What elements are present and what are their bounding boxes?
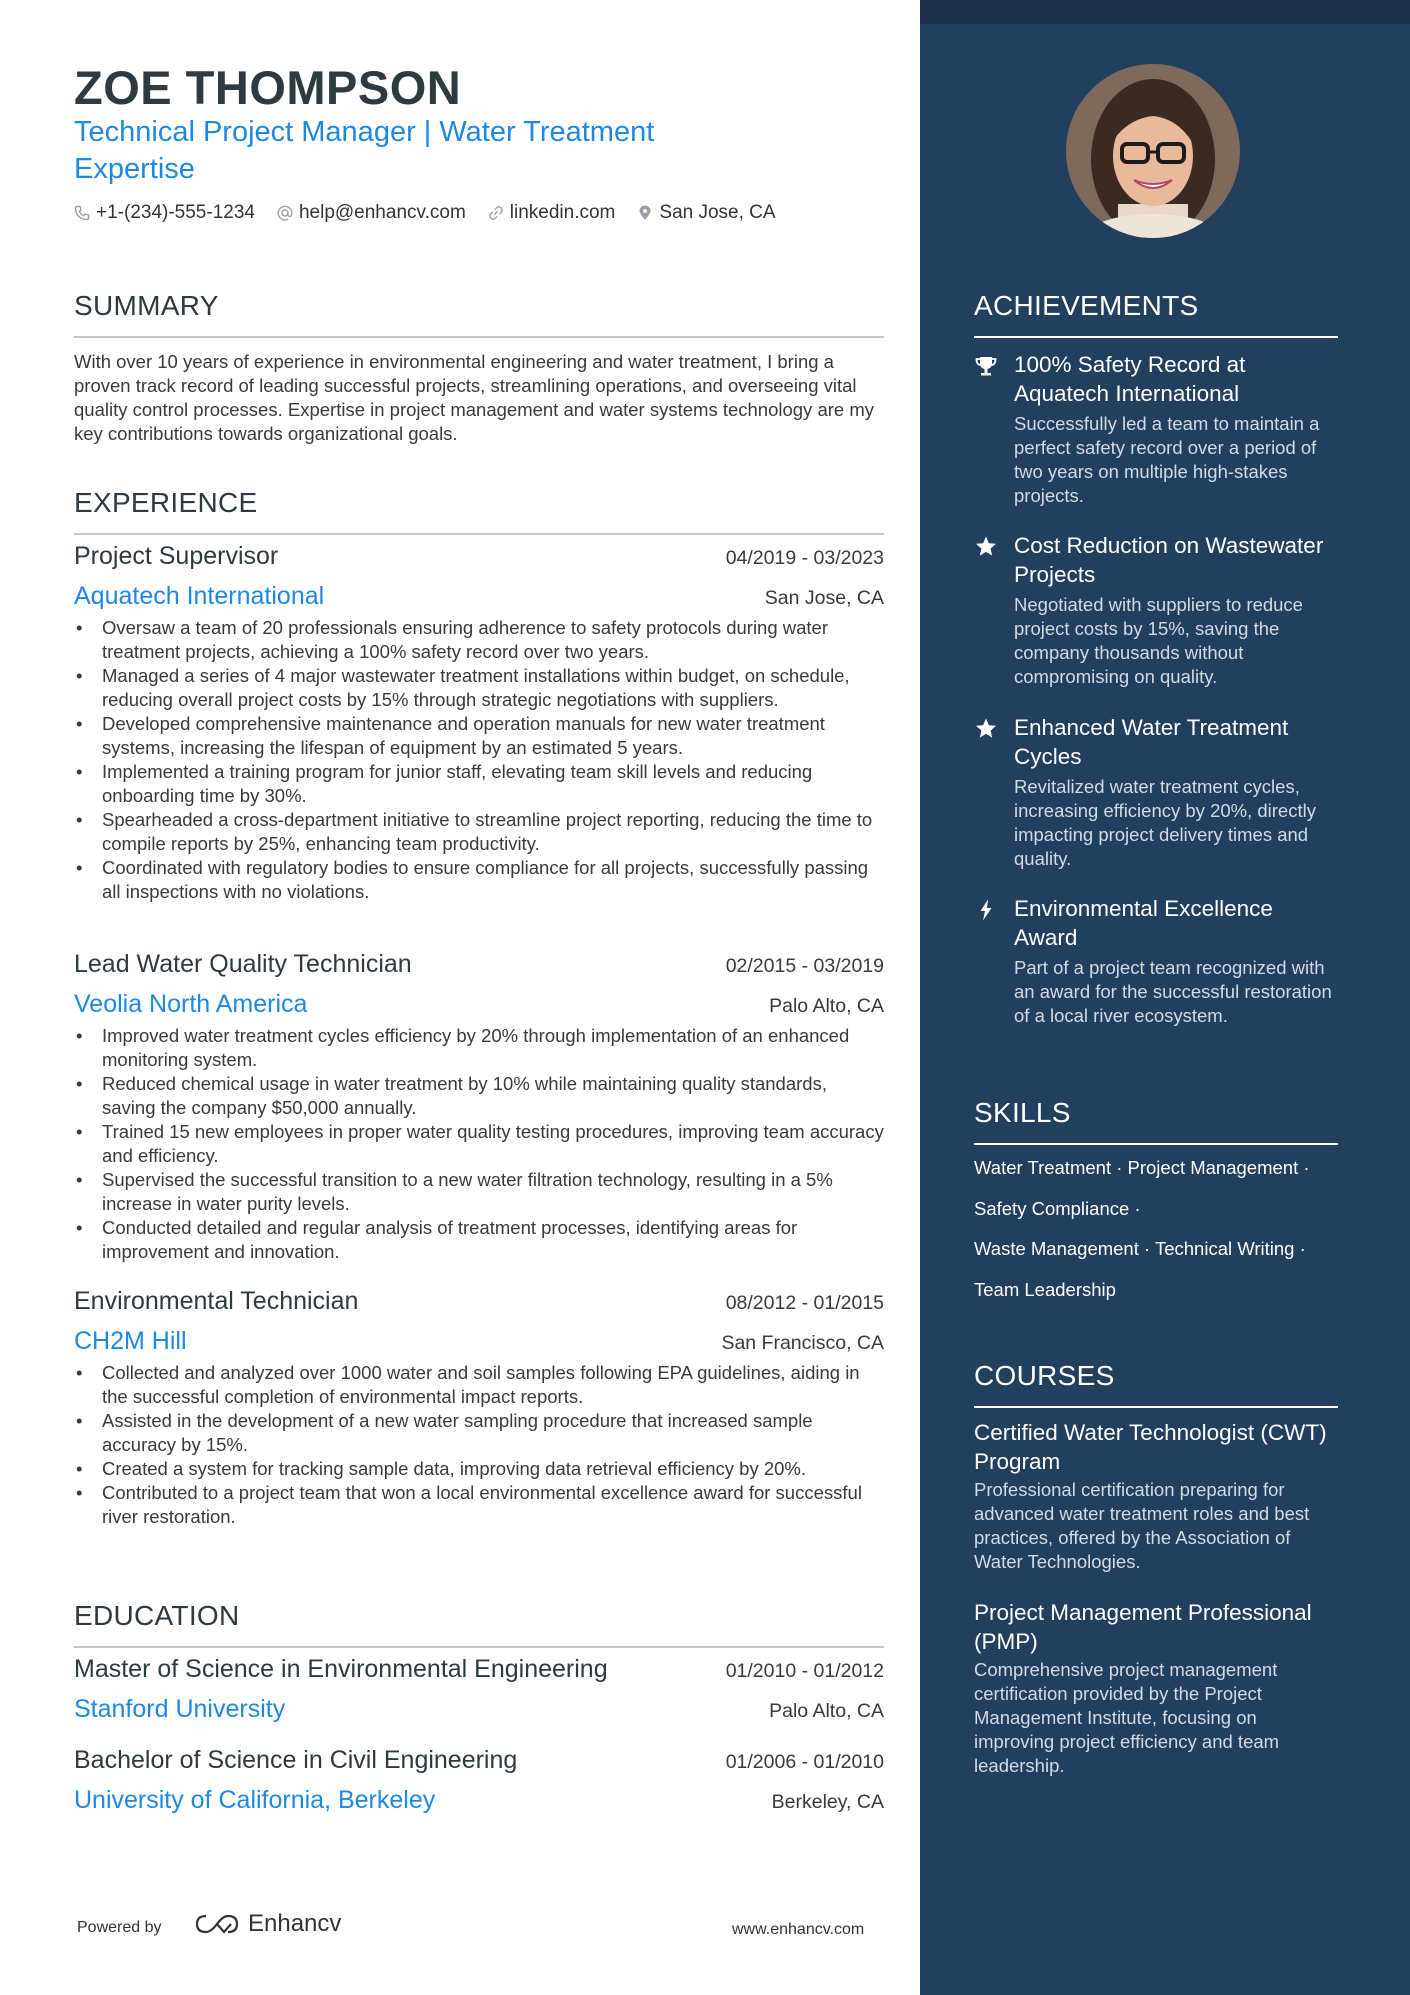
bullet-item: • Reduced chemical usage in water treatment by 10% while maintaining quality standards, saving the company $50,000 annually.: [74, 1072, 884, 1120]
achievement-title: 100% Safety Record at Aquatech International: [1014, 352, 1246, 406]
bullet-item: • Assisted in the development of a new water sampling procedure that increased sample accuracy by 15%.: [74, 1409, 884, 1457]
bullet-item: • Oversaw a team of 20 professionals ensuring adherence to safety protocols during water treatment projects, achieving a 100% safety record over two years.: [74, 616, 884, 664]
achievement-item: [974, 531, 1338, 689]
achievement-description: Part of a project team recognized with an award for the successful restoration of a local river ecosystem.: [1014, 957, 1332, 1026]
bullet-item: • Supervised the successful transition to a new water filtration technology, resulting in a 5% increase in water purity levels.: [74, 1168, 884, 1216]
job-bullets: [74, 1024, 884, 1264]
school-name[interactable]: University of California, Berkeley: [74, 1786, 436, 1814]
star-icon: [974, 535, 998, 559]
achievement-description: Successfully led a team to maintain a perfect safety record over a period of two years on multiple high-stakes projects.: [1014, 413, 1320, 506]
job-title: Environmental Technician: [74, 1287, 359, 1315]
job-location: San Jose, CA: [764, 587, 884, 609]
course-title: Certified Water Technologist (CWT) Program: [974, 1420, 1327, 1474]
bullet-item: • Trained 15 new employees in proper water quality testing procedures, improving team accuracy and efficiency.: [74, 1120, 884, 1168]
education-location: Palo Alto, CA: [769, 1700, 884, 1722]
course-description: Comprehensive project management certification provided by the Project Management Institute, focusing on improving project efficiency and team leadership.: [974, 1659, 1280, 1776]
education-divider: [74, 1646, 884, 1648]
course-item: [974, 1598, 1338, 1778]
job-title: Lead Water Quality Technician: [74, 950, 412, 978]
email-text: help@enhancv.com: [298, 202, 466, 223]
courses-heading: COURSES: [974, 1360, 1115, 1391]
achievement-item: [974, 713, 1338, 871]
phone-icon: [74, 205, 90, 221]
profile-photo-illustration: [1066, 64, 1240, 238]
achievement-description: Revitalized water treatment cycles, increasing efficiency by 20%, directly impacting project delivery times and quality.: [1014, 776, 1316, 869]
candidate-title: Technical Project Manager | Water Treatment Expertise: [74, 116, 655, 185]
skill-line: Team Leadership: [974, 1279, 1116, 1301]
enhancv-logo[interactable]: [194, 1910, 341, 1938]
skill-line: Waste Management · Technical Writing ·: [974, 1238, 1306, 1260]
achievement-title: Enhanced Water Treatment Cycles: [1014, 715, 1289, 769]
job-company[interactable]: Aquatech International: [74, 582, 325, 610]
job-company[interactable]: Veolia North America: [74, 990, 308, 1018]
powered-by-label: Powered by: [77, 1919, 162, 1936]
course-item: [974, 1418, 1338, 1574]
course-title: Project Management Professional (PMP): [974, 1600, 1312, 1654]
school-name[interactable]: Stanford University: [74, 1695, 286, 1723]
degree-title: Master of Science in Environmental Engineering: [74, 1655, 608, 1683]
education-date: 01/2010 - 01/2012: [725, 1660, 884, 1682]
experience-divider: [74, 533, 884, 535]
at-icon: [277, 205, 293, 221]
bullet-item: • Coordinated with regulatory bodies to ensure compliance for all projects, successfully passing all inspections with no violations.: [74, 856, 884, 904]
bullet-item: • Spearheaded a cross-department initiative to streamline project reporting, reducing the time to compile reports by 25%, enhancing team productivity.: [74, 808, 884, 856]
skills-list: [974, 1152, 1374, 1315]
link-icon: [488, 205, 504, 221]
trophy-icon: [974, 354, 998, 378]
summary-divider: [74, 336, 884, 338]
footer-url[interactable]: www.enhancv.com: [732, 1921, 865, 1938]
degree-title: Bachelor of Science in Civil Engineering: [74, 1746, 518, 1774]
bullet-item: • Implemented a training program for junior staff, elevating team skill levels and reducing onboarding time by 30%.: [74, 760, 884, 808]
phone-text: +1-(234)-555-1234: [96, 202, 255, 223]
courses-divider: [974, 1406, 1338, 1408]
job-date: 08/2012 - 01/2015: [725, 1292, 884, 1314]
course-description: Professional certification preparing for advanced water treatment roles and best practices, offered by the Association of Water Technologies.: [974, 1479, 1310, 1572]
achievements-divider: [974, 336, 1338, 338]
enhancv-logo-icon: [194, 1913, 240, 1935]
sidebar-top-bar: [920, 0, 1410, 24]
bullet-item: • Contributed to a project team that won a local environmental excellence award for successful river restoration.: [74, 1481, 884, 1529]
job-title: Project Supervisor: [74, 542, 279, 570]
summary-heading: SUMMARY: [74, 290, 219, 321]
job-entry: [74, 950, 884, 1264]
bullet-item: • Created a system for tracking sample data, improving data retrieval efficiency by 20%.: [74, 1457, 884, 1481]
bullet-item: • Conducted detailed and regular analysis of treatment processes, identifying areas for improvement and innovation.: [74, 1216, 884, 1264]
experience-heading: EXPERIENCE: [74, 487, 258, 518]
education-date: 01/2006 - 01/2010: [725, 1751, 884, 1773]
education-entry: [74, 1655, 884, 1727]
job-location: San Francisco, CA: [721, 1332, 884, 1354]
job-company[interactable]: CH2M Hill: [74, 1327, 187, 1355]
job-date: 04/2019 - 03/2023: [725, 547, 884, 569]
bullet-item: • Improved water treatment cycles efficiency by 20% through implementation of an enhanced monitoring system.: [74, 1024, 884, 1072]
contact-linkedin[interactable]: [488, 202, 616, 224]
location-pin-icon: [637, 205, 653, 221]
skill-line: Safety Compliance ·: [974, 1197, 1141, 1219]
contact-bar: [74, 202, 776, 224]
summary-text: With over 10 years of experience in environmental engineering and water treatment, I bring a proven track record of leading successful projects, streamlining operations, and overseeing vital quality control processes. Expertise in project management and water systems technology are my key contributions towards organizational goals.: [74, 351, 874, 444]
achievements-heading: ACHIEVEMENTS: [974, 290, 1199, 321]
skills-divider: [974, 1143, 1338, 1145]
achievement-title: Environmental Excellence Award: [1014, 896, 1273, 950]
contact-location: [637, 202, 775, 224]
education-location: Berkeley, CA: [771, 1791, 884, 1813]
contact-email[interactable]: [277, 202, 466, 224]
bullet-item: • Collected and analyzed over 1000 water and soil samples following EPA guidelines, aiding in the successful completion of environmental impact reports.: [74, 1361, 884, 1409]
achievement-item: [974, 350, 1338, 508]
job-bullets: [74, 616, 884, 904]
lightning-icon: [974, 898, 998, 922]
skill-line: Water Treatment · Project Management ·: [974, 1157, 1310, 1178]
profile-photo: [1066, 64, 1240, 238]
education-entry: [74, 1746, 884, 1818]
enhancv-brand-text: Enhancv: [248, 1910, 342, 1937]
linkedin-text: linkedin.com: [509, 202, 616, 223]
bullet-item: • Developed comprehensive maintenance and operation manuals for new water treatment systems, increasing the lifespan of equipment by an estimated 5 years.: [74, 712, 884, 760]
achievement-item: [974, 894, 1338, 1028]
job-entry: [74, 1287, 884, 1529]
candidate-name: ZOE THOMPSON: [74, 61, 462, 114]
contact-phone[interactable]: [74, 202, 255, 224]
job-entry: [74, 542, 884, 904]
skills-heading: SKILLS: [974, 1097, 1071, 1128]
education-heading: EDUCATION: [74, 1600, 240, 1631]
job-bullets: [74, 1361, 884, 1529]
location-text: San Jose, CA: [659, 202, 776, 223]
achievement-description: Negotiated with suppliers to reduce project costs by 15%, saving the company thousands without compromising on quality.: [1014, 594, 1303, 687]
job-date: 02/2015 - 03/2019: [725, 955, 884, 977]
star-icon: [974, 717, 998, 741]
job-location: Palo Alto, CA: [769, 995, 884, 1017]
achievement-title: Cost Reduction on Wastewater Projects: [1014, 533, 1324, 587]
bullet-item: • Managed a series of 4 major wastewater treatment installations within budget, on schedule, reducing overall project costs by 15% through strategic negotiations with suppliers.: [74, 664, 884, 712]
